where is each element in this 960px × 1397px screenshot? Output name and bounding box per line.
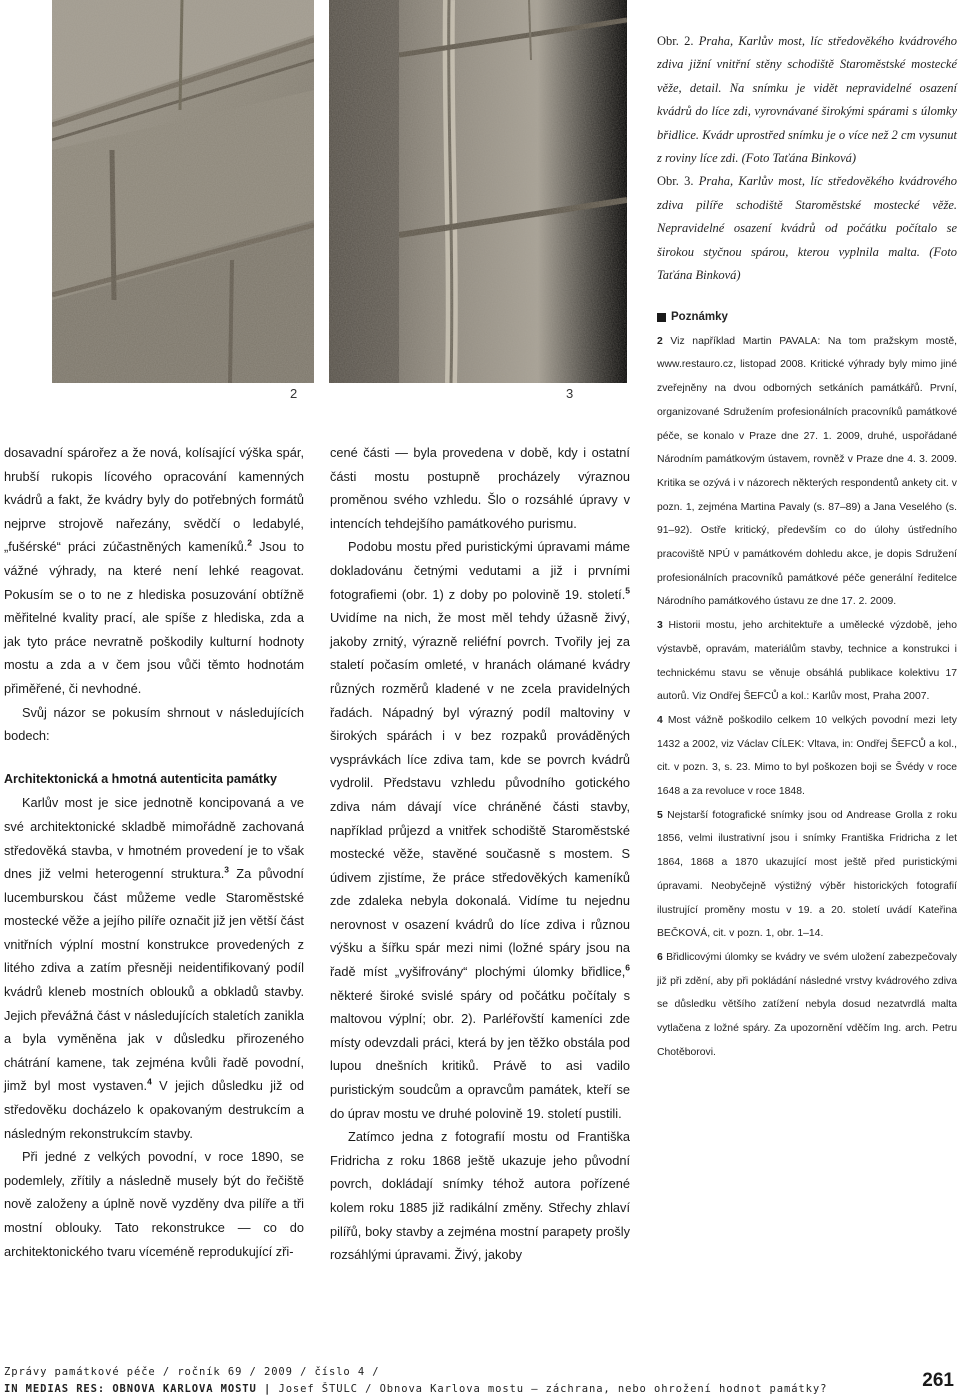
footnote-item [657,946,957,1065]
footnote-item [657,330,957,614]
paragraph: Zatímco jedna z fotografií mostu od Františka Fridricha z roku 1868 ještě ukazuje jeho původní povrch, dokládají snímky téhož autora pořízené kolem roku 1885 již radikální změny. Střechy zhlaví pilířů, boky stavby a zejména mostní parapety prošly rozsáhlými úpravami. Živý, jakoby [330,1129,630,1263]
footnote-item [657,614,957,709]
text-run: V jejich důsledku již od středověku docházelo k opakovaným destrukcím a následným rekonstrukcím stavby. [4,1078,304,1141]
figure-3-number: 3 [566,386,574,401]
paragraph [4,441,304,701]
footnote-number: 3 [657,620,663,632]
notes-heading-text: Poznámky [671,311,728,323]
caption-figure-3 [657,170,957,287]
figure-3-photo [329,0,627,383]
stone-pillar-photo-3 [329,0,627,383]
caption-3-label: Obr. 3. [657,174,694,189]
footnote-number: 2 [657,335,663,347]
figure-captions [657,30,957,287]
article-title: Josef ŠTULC / Obnova Karlova mostu — záchrana, nebo ohrožení hodnot památky? [278,1383,828,1395]
paragraph: Svůj názor se pokusím shrnout v následujících bodech: [4,704,304,744]
square-bullet-icon [657,313,666,322]
body-column-2 [330,441,630,1267]
footnote-number: 4 [657,714,663,726]
footnote-ref: 5 [625,585,630,596]
text-run: Za původní lucemburskou část můžeme vedle Staroměstské mostecké věže a jejího pilíře označit již jen větší část vnitřních výplní mostní konstrukce provedených z litého zdiva a zatím přesněji neidentifikovaný podíl kvádrů kleneb mostních oblouků a obkladů stavby. Jejich převážná část v následujících staletích zanikla a byla vyměněna jak v důsledku přirozeného chátrání kamene, tak zejména kvůli řadě povodní, jimž byl most vystaven. [4,866,304,1094]
text-run: Podobu mostu před puristickými úpravami máme dokladovánu četnými vedutami a již i prvními fotografiemi (obr. 1) z doby po polovině 19. století. [330,539,630,602]
footnote-item [657,709,957,804]
text-run: Uvidíme na nich, že most měl tehdy úžasně živý, jakoby zrnitý, výrazně reliéfní povrch. Tvořily jej za staletí počasím omleté, v hranách olámané kvádry různých rozměrů kladené v ne zcela pravidelných řadách. Nápadný byl výrazný podíl maltoviny v širokých spárách i v bez rozpaků prováděných vysprávkách líce zdiva tam, kde se povrch kvádrů vydrolil. Představu vzhledu původního gotického zdiva nám dávají více chráněné části stavby, například průjezd a vnitřek schodiště Staroměstské mostecké věže, stavěné současně s mostem. S údivem zjistíme, že práce středověkých kameníků zde zdaleka nebyla dokonalá. Vidíme tu nejednu nerovnost v osazení kvádrů do líce zdiva i různou výšku a šířku spár mezi nimi (ložné spáry jsou na řadě míst „vyšifrovány“ plochými úlomky břidlice, [330,610,630,980]
footnote-ref: 2 [247,538,253,549]
footnotes [657,306,957,1065]
footnote-item [657,804,957,946]
caption-2-label: Obr. 2. [657,34,694,48]
footer-separator: | [264,1383,272,1395]
footnote-text: Most vážně poškodilo celkem 10 velkých povodní mezi lety 1432 a 2002, viz Václav CÍLEK: Vltava, in: Ondřej ŠEFCŮ a kol., cit. v pozn. 3, s. 23. Mimo to byl poškozen boji se Švédy v roce 1648 a za revoluce v roce 1848. [657,714,957,798]
journal-info: Zprávy památkové péče / ročník 69 / 2009 / číslo 4 / [4,1366,380,1378]
paragraph: Při jedné z velkých povodní, v roce 1890, se podemlely, zřítily a následně musely být do řečiště nově založeny a úplně nově vyzděny dva pilíře a tři mostní oblouky. Tato rekonstrukce — co do architektonického tvaru víceméně reprodukující zři- [4,1149,304,1259]
footnote-text: Viz například Martin PAVALA: Na tom pražskym mostě, www.restauro.cz, listopad 2008. Kritické výhrady byly mimo jiné zveřejněny na dvou odborných setkáních památkářů. První, organizované Sdružením profesionálních pracovníků památkové péče, se konalo v Praze dne 27. 1. 2009, druhé, uspořádané Národním památkovým ústavem, rovněž v Praze dne 4. 3. 2009. Kritika se ozývá i v názorech některých respondentů ankety cit. v pozn. 1, zejména Martina Pavaly (s. 87–89) a Jana Veselého (s. 91–92). Ostře kritický, především co do úlohy ústředního pracoviště NPÚ v památkovém dohledu akce, je dopis Sdružení profesionálních pracovníků památkové péče generální ředitelce Národního památkového ústavu ze dne 17. 2. 2009. [657,335,957,608]
footnote-text: Břidlicovými úlomky se kvádry ve svém uložení zabezpečovaly již při zdění, aby při pokládání následné vrstvy kvádrového zdiva se důsledku většího zatížení nebyla dosud nezatvrdlá malta vytlačena z ložné spáry. Za upozornění vděčím Ing. arch. Petru Chotěborovi. [657,951,958,1058]
footnote-ref: 4 [147,1077,152,1088]
text-run: Jsou to vážné výhrady, na které není lehké reagovat. Pokusím se o to ne z hlediska posuzování obtížně měřitelné kvality prací, ale spíše z hlediska, zda a jak tyto práce nevratně poškodily kulturní hodnoty mostu a zda a v čem jsou vůči těmto hodnotám přiměřené, či nevhodné. [4,539,304,696]
caption-2-text: Praha, Karlův most, líc středověkého kvádrového zdiva jižní vnitřní stěny schodiště Staroměstské mostecké věže, detail. Na snímku je vidět nepravidelné osazení kvádrů do líce zdi, vyrovnávané širokými spárami s úlomky břidlice. Kvádr uprostřed snímku je o více než 2 cm vysunut z roviny líce zdi. (Foto Taťána Binková) [657,34,957,166]
paragraph [4,791,304,1145]
text-run: některé široké svislé spáry od počátku počítaly s maltovou výplní; obr. 2). Parléřovští kameníci zde místy odevzdali práci, která by jen těžko obstála pod lupou dnešních kritiků. Právě to asi vadilo puristickým soudcům a opravcům památek, kteří se do úprav mostu ve druhé polovině 19. století pustili. [330,987,630,1121]
footnote-ref: 6 [625,962,630,973]
text-run: Karlův most je sice jednotně koncipovaná a ve své architektonické skladbě mimořádně zachovaná středověká stavba, v hmotném provedení je to však dnes již velmi heterogenní struktura. [4,795,304,882]
stone-wall-photo-2 [52,0,314,383]
paragraph: cené části — byla provedena v době, kdy i ostatní části mostu postupně procházely výraznou proměnou svého vzhledu. Šlo o rozsáhlé úpravy v intencích tehdejšího památkového purismu. [330,445,630,531]
article-info [4,1381,894,1397]
paragraph [330,535,630,1125]
text-run: dosavadní spárořez a že nová, kolísající výška spár, hrubší rukopis lícového opracování kamenných kvádrů a fakt, že kvádry byly do potřebných formátů nejprve strojově nařezány, svědčí o ledabylé, „fušérské“ práci zúčastněných kameníků. [4,445,304,555]
footnote-number: 6 [657,951,663,963]
footnote-text: Nejstarší fotografické snímky jsou od Andrease Grolla z roku 1856, velmi ilustrativní jsou i snímky Františka Fridricha z let 1864, 1868 a 1870 ukazující most ještě před puristickými úpravami. Neobyčejně výstižný výběr historických fotografií ilustrující proměny mostu v 19. a 20. století uvádí Kateřina BEČKOVÁ, cit. v pozn. 1, obr. 1–14. [657,809,957,940]
figure-2-number: 2 [290,386,298,401]
body-column-1 [4,441,304,1263]
footnote-text: Historii mostu, jeho architektuře a umělecké výzdobě, jeho výstavbě, opravám, materiálům stavby, technice a konstrukci i technickému stavu se věnuje obsáhlá publikace kolektivu 17 autorů. Viz Ondřej ŠEFCŮ a kol.: Karlův most, Praha 2007. [657,620,957,703]
footnote-number: 5 [657,809,663,821]
footnote-ref: 3 [224,864,230,875]
page-footer [4,1364,894,1397]
section-heading: Architektonická a hmotná autenticita památky [4,771,277,786]
page-number: 261 [922,1370,954,1391]
notes-heading [657,306,957,330]
caption-figure-2 [657,30,957,170]
caption-3-text: Praha, Karlův most, líc středověkého kvádrového zdiva pilíře schodiště Staroměstské mostecké věže. Nepravidelné osazení kvádrů od počátku počítalo se širokou styčnou spárou, kterou vyplnila malta. (Foto Taťána Binková) [657,174,957,283]
section-title: IN MEDIAS RES: OBNOVA KARLOVA MOSTU [4,1383,257,1395]
figure-2-photo [52,0,314,383]
